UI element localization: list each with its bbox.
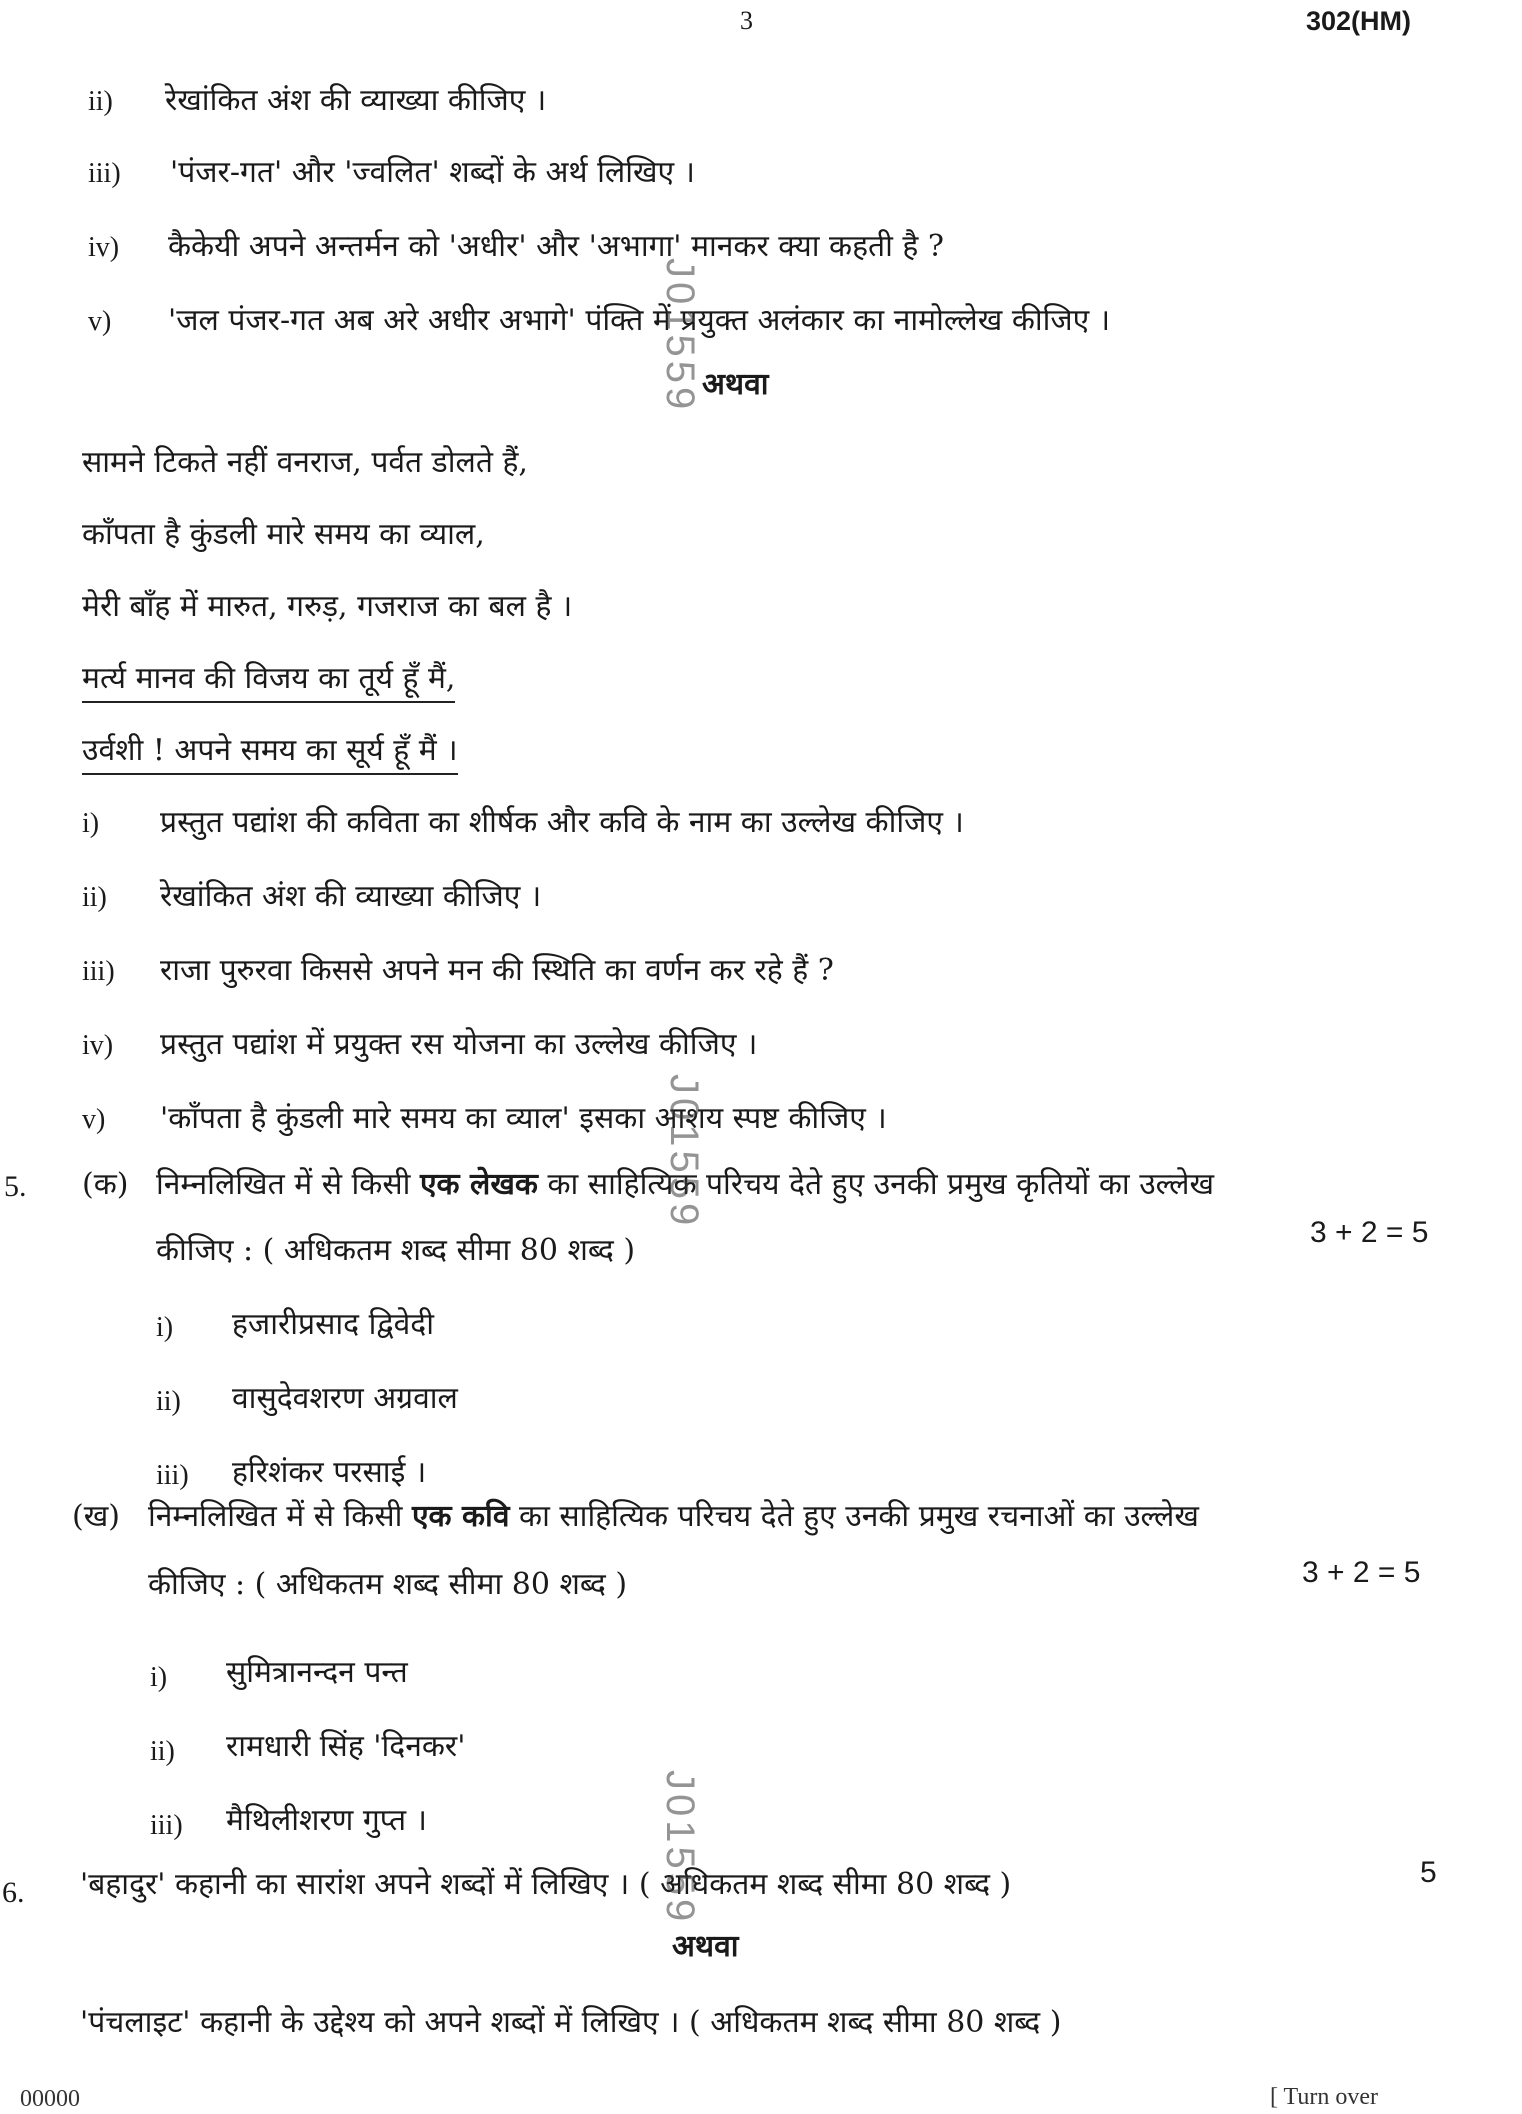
stamp-mark: J01559: [662, 1074, 706, 1230]
option-text: रामधारी सिंह 'दिनकर': [226, 1729, 466, 1764]
option-number: iii): [150, 1810, 183, 1841]
item-text: प्रस्तुत पद्यांश में प्रयुक्त रस योजना का उल्लेख कीजिए ।: [160, 1027, 758, 1062]
or-label: अथवा: [672, 1929, 739, 1964]
option-text: हजारीप्रसाद द्विवेदी: [232, 1307, 434, 1342]
option-number: i): [150, 1662, 168, 1693]
item-number: iv): [82, 1030, 114, 1061]
item-number: iii): [88, 158, 121, 189]
poem-line: काँपता है कुंडली मारे समय का व्याल,: [82, 517, 485, 552]
item-text: 'पंजर-गत' और 'ज्वलित' शब्दों के अर्थ लिखिए ।: [170, 155, 696, 190]
paper-code: 302(HM): [1306, 6, 1412, 36]
question-text-part: निम्नलिखित में से किसी: [148, 1499, 412, 1534]
question-text-part: का साहित्यिक परिचय देते हुए उनकी प्रमुख रचनाओं का उल्लेख: [509, 1499, 1199, 1534]
question-text: 'पंचलाइट' कहानी के उद्देश्य को अपने शब्दों में लिखिए । ( अधिकतम शब्द सीमा 80 शब्द ): [80, 2005, 1062, 2040]
question-text-part: का साहित्यिक परिचय देते हुए उनकी प्रमुख कृतियों का उल्लेख: [537, 1167, 1215, 1202]
option-number: ii): [156, 1386, 181, 1417]
option-number: ii): [150, 1736, 175, 1767]
item-number: iv): [88, 232, 120, 263]
part-label: (ख): [72, 1499, 120, 1534]
footer-code: 00000: [20, 2086, 80, 2112]
option-number: i): [156, 1312, 174, 1343]
item-text: रेखांकित अंश की व्याख्या कीजिए ।: [165, 83, 547, 118]
item-number: iii): [82, 956, 115, 987]
part-label: (क): [82, 1167, 129, 1202]
question-text: [148, 1494, 1199, 1535]
marks: 3 + 2 = 5: [1302, 1556, 1421, 1589]
item-text: 'काँपता है कुंडली मारे समय का व्याल' इसका आशय स्पष्ट कीजिए ।: [160, 1101, 887, 1136]
poem-line: मेरी बाँह में मारुत, गरुड़, गजराज का बल है ।: [82, 589, 573, 624]
question-number: 5.: [4, 1170, 27, 1203]
question-text-emphasis: एक कवि: [411, 1499, 510, 1534]
option-text: हरिशंकर परसाई ।: [232, 1455, 427, 1490]
poem-line-underlined: मर्त्य मानव की विजय का तूर्य हूँ मैं,: [82, 656, 455, 703]
item-number: ii): [82, 882, 107, 913]
item-text: राजा पुरुरवा किससे अपने मन की स्थिति का वर्णन कर रहे हैं ?: [160, 953, 834, 988]
stamp-mark: J01559: [658, 1770, 702, 1926]
turn-over: [ Turn over: [1270, 2084, 1379, 2110]
item-number: v): [88, 306, 112, 337]
question-text: 'बहादुर' कहानी का सारांश अपने शब्दों में लिखिए । ( अधिकतम शब्द सीमा 80 शब्द ): [80, 1867, 1012, 1902]
question-number: 6.: [2, 1876, 25, 1909]
item-text: 'जल पंजर-गत अब अरे अधीर अभागे' पंक्ति में प्रयुक्त अलंकार का नामोल्लेख कीजिए ।: [168, 303, 1111, 338]
question-text-emphasis: एक लेखक: [419, 1167, 538, 1202]
poem-line: सामने टिकते नहीं वनराज, पर्वत डोलते हैं,: [82, 445, 528, 480]
option-text: वासुदेवशरण अग्रवाल: [232, 1381, 458, 1416]
option-text: मैथिलीशरण गुप्त ।: [226, 1803, 428, 1838]
item-number: i): [82, 808, 100, 839]
item-number: v): [82, 1104, 106, 1135]
option-number: iii): [156, 1460, 189, 1491]
marks: 3 + 2 = 5: [1310, 1216, 1429, 1249]
question-text: कीजिए : ( अधिकतम शब्द सीमा 80 शब्द ): [148, 1567, 628, 1602]
question-text: कीजिए : ( अधिकतम शब्द सीमा 80 शब्द ): [156, 1233, 636, 1268]
item-number: ii): [88, 86, 113, 117]
or-label: अथवा: [702, 367, 769, 402]
question-text-part: निम्नलिखित में से किसी: [156, 1167, 420, 1202]
item-text: रेखांकित अंश की व्याख्या कीजिए ।: [160, 879, 542, 914]
item-text: प्रस्तुत पद्यांश की कविता का शीर्षक और कवि के नाम का उल्लेख कीजिए ।: [160, 805, 964, 840]
item-text: कैकेयी अपने अन्तर्मन को 'अधीर' और 'अभागा' मानकर क्या कहती है ?: [168, 229, 944, 264]
page-number: 3: [740, 6, 753, 35]
option-text: सुमित्रानन्दन पन्त: [226, 1655, 408, 1690]
poem-line-underlined: उर्वशी ! अपने समय का सूर्य हूँ मैं ।: [82, 728, 458, 775]
stamp-mark: J01559: [658, 258, 702, 414]
marks: 5: [1420, 1856, 1437, 1889]
